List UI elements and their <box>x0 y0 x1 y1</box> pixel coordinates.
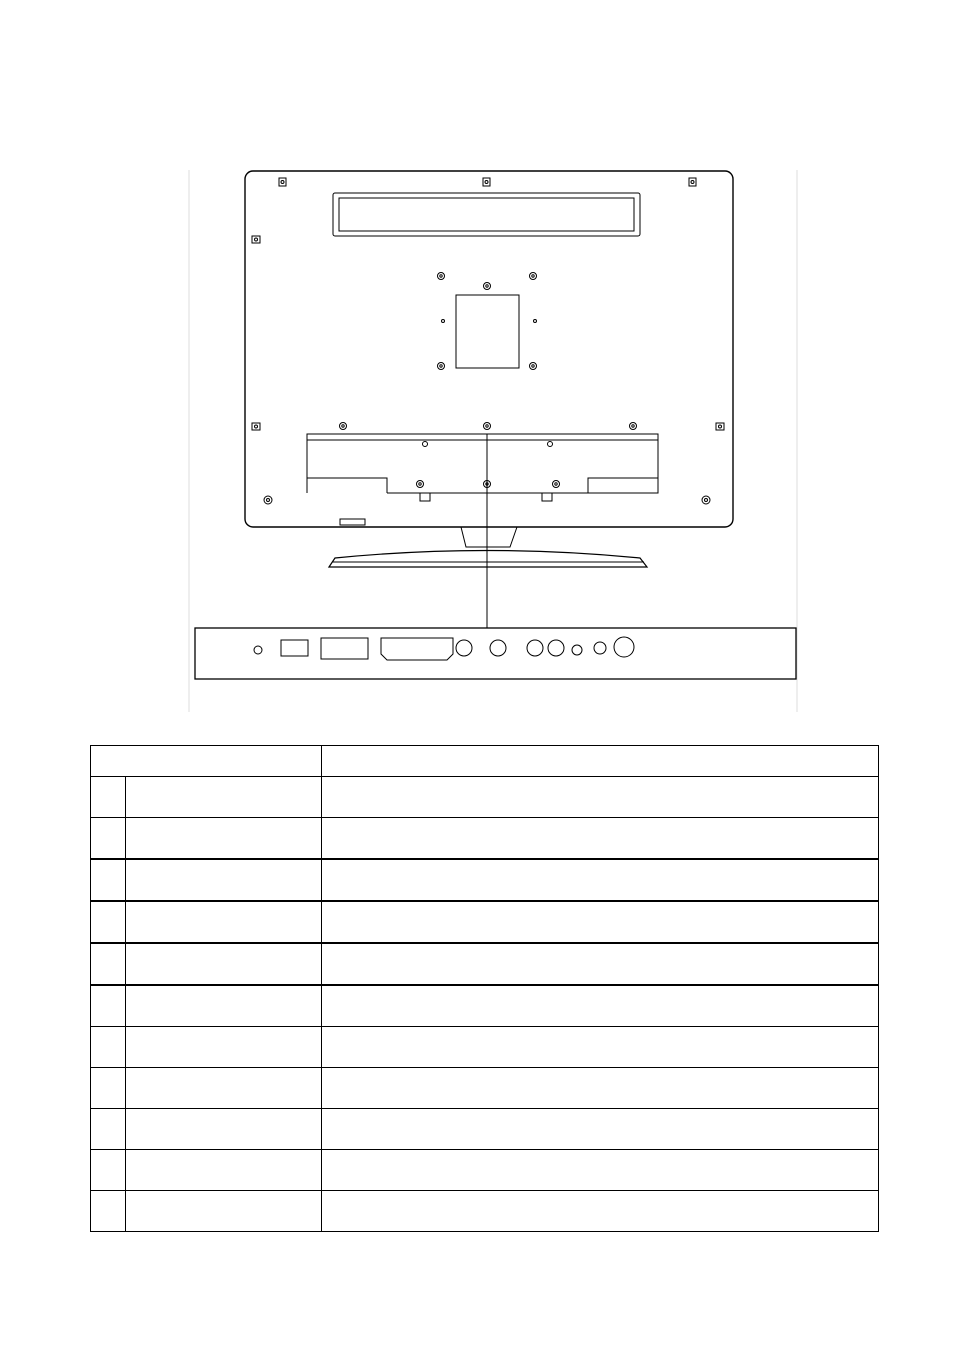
row-name <box>126 777 322 818</box>
row-number <box>91 1150 126 1191</box>
row-number <box>91 985 126 1027</box>
port-10 <box>281 640 308 656</box>
row-number <box>91 777 126 818</box>
table-row <box>91 1109 879 1150</box>
row-description <box>322 1068 879 1109</box>
port-19 <box>614 637 634 657</box>
row-number <box>91 1068 126 1109</box>
table-row <box>91 985 879 1027</box>
connector-panel <box>195 628 796 679</box>
table-row <box>91 777 879 818</box>
vesa-mount <box>438 273 537 370</box>
row-number <box>91 943 126 985</box>
ports-table <box>90 745 879 1232</box>
row-name <box>126 1027 322 1068</box>
row-name <box>126 901 322 943</box>
row-name <box>126 985 322 1027</box>
row-number <box>91 818 126 860</box>
row-number <box>91 859 126 901</box>
table-row <box>91 818 879 860</box>
row-description <box>322 985 879 1027</box>
terminal-cover <box>307 434 658 501</box>
row-description <box>322 1150 879 1191</box>
top-vent-grille <box>333 193 640 236</box>
screw-heads <box>252 178 724 504</box>
table-row <box>91 901 879 943</box>
row-description <box>322 943 879 985</box>
row-description <box>322 859 879 901</box>
table-row <box>91 859 879 901</box>
row-description <box>322 777 879 818</box>
row-description <box>322 1191 879 1232</box>
row-name <box>126 1068 322 1109</box>
port-18 <box>594 642 606 654</box>
row-name <box>126 818 322 860</box>
row-name <box>126 1109 322 1150</box>
port-15 <box>527 640 543 656</box>
port-14 <box>490 640 506 656</box>
table-header-row <box>91 746 879 777</box>
row-name <box>126 859 322 901</box>
table-row <box>91 1191 879 1232</box>
port-12 <box>381 638 453 660</box>
stand <box>329 527 647 567</box>
port-16 <box>548 640 564 656</box>
row-name <box>126 1150 322 1191</box>
row-number <box>91 901 126 943</box>
row-number <box>91 1191 126 1232</box>
table-row <box>91 1027 879 1068</box>
row-description <box>322 1027 879 1068</box>
row-number <box>91 1027 126 1068</box>
row-description <box>322 1109 879 1150</box>
table-row <box>91 943 879 985</box>
row-number <box>91 1109 126 1150</box>
header-name-cell <box>91 746 322 777</box>
table-row <box>91 1068 879 1109</box>
port-9 <box>254 646 262 654</box>
tv-back-panel <box>245 171 733 527</box>
row-name <box>126 1191 322 1232</box>
row-description <box>322 901 879 943</box>
row-description <box>322 818 879 860</box>
row-name <box>126 943 322 985</box>
table-row <box>91 1150 879 1191</box>
port-17 <box>572 645 582 655</box>
header-description-cell <box>322 746 879 777</box>
port-13 <box>456 640 472 656</box>
port-11 <box>321 638 368 659</box>
